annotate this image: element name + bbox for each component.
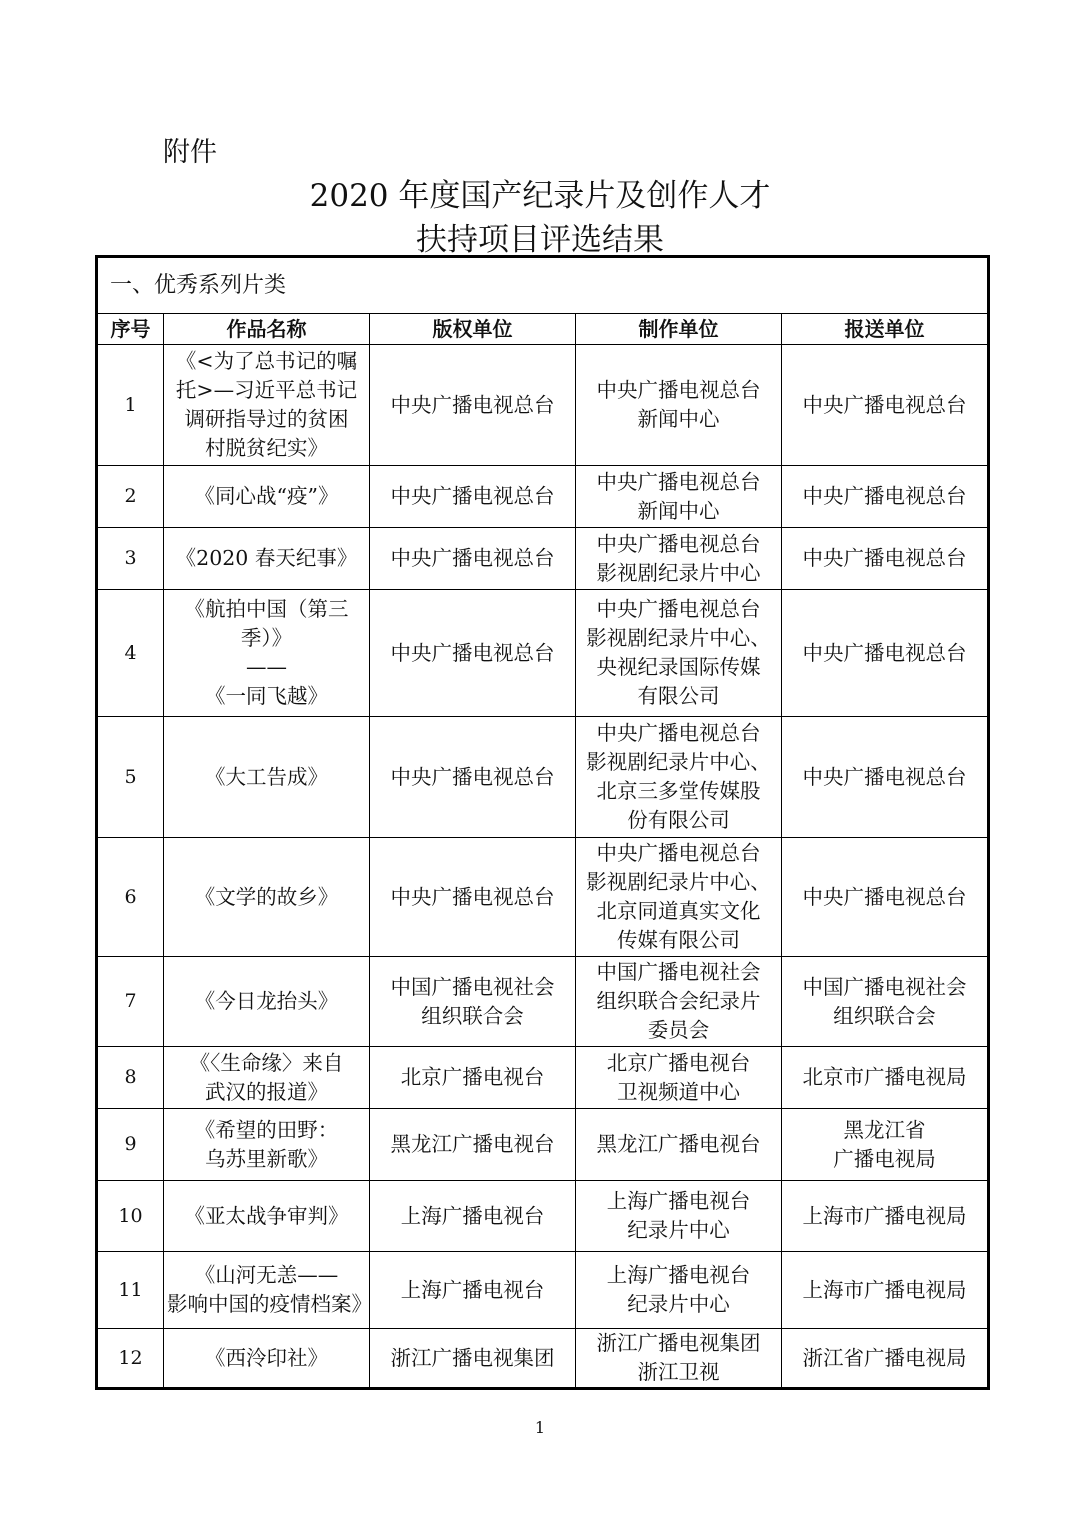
- row-number: 7: [97, 957, 164, 1047]
- table-row: [97, 528, 989, 590]
- table-row: [97, 1181, 989, 1252]
- table-row: [97, 590, 989, 717]
- submitting-unit: 浙江省广播电视局: [782, 1329, 989, 1389]
- copyright-unit: 中央广播电视总台: [370, 717, 576, 838]
- work-name: 《航拍中国（第三季）》 —— 《一同飞越》: [164, 590, 370, 717]
- row-number: 6: [97, 838, 164, 957]
- document-title-line1: 2020 年度国产纪录片及创作人才: [309, 178, 771, 214]
- work-name: 《希望的田野： 乌苏里新歌》: [164, 1109, 370, 1181]
- table-row: [97, 345, 989, 466]
- row-number: 5: [97, 717, 164, 838]
- column-header-copyright: 版权单位: [370, 314, 576, 345]
- production-unit: 上海广播电视台 纪录片中心: [576, 1252, 782, 1329]
- row-number: 12: [97, 1329, 164, 1389]
- table-row: [97, 1329, 989, 1389]
- column-header-producer: 制作单位: [576, 314, 782, 345]
- row-number: 8: [97, 1047, 164, 1109]
- column-header-seq: 序号: [97, 314, 164, 345]
- work-name: 《西泠印社》: [164, 1329, 370, 1389]
- copyright-unit: 浙江广播电视集团: [370, 1329, 576, 1389]
- submitting-unit: 黑龙江省 广播电视局: [782, 1109, 989, 1181]
- production-unit: 北京广播电视台 卫视频道中心: [576, 1047, 782, 1109]
- table-row: [97, 1047, 989, 1109]
- copyright-unit: 中国广播电视社会 组织联合会: [370, 957, 576, 1047]
- copyright-unit: 中央广播电视总台: [370, 528, 576, 590]
- submitting-unit: 中央广播电视总台: [782, 466, 989, 528]
- submitting-unit: 中央广播电视总台: [782, 590, 989, 717]
- row-number: 11: [97, 1252, 164, 1329]
- submitting-unit: 中国广播电视社会 组织联合会: [782, 957, 989, 1047]
- row-number: 10: [97, 1181, 164, 1252]
- production-unit: 浙江广播电视集团 浙江卫视: [576, 1329, 782, 1389]
- submitting-unit: 中央广播电视总台: [782, 345, 989, 466]
- work-name: 《文学的故乡》: [164, 838, 370, 957]
- copyright-unit: 中央广播电视总台: [370, 590, 576, 717]
- work-name: 《山河无恙—— 影响中国的疫情档案》: [164, 1252, 370, 1329]
- row-number: 3: [97, 528, 164, 590]
- document-title-line2: 扶持项目评选结果: [416, 222, 664, 258]
- submitting-unit: 上海市广播电视局: [782, 1181, 989, 1252]
- submitting-unit: 中央广播电视总台: [782, 528, 989, 590]
- copyright-unit: 北京广播电视台: [370, 1047, 576, 1109]
- production-unit: 中央广播电视总台 影视剧纪录片中心: [576, 528, 782, 590]
- row-number: 9: [97, 1109, 164, 1181]
- production-unit: 中央广播电视总台 新闻中心: [576, 466, 782, 528]
- production-unit: 上海广播电视台 纪录片中心: [576, 1181, 782, 1252]
- copyright-unit: 中央广播电视总台: [370, 838, 576, 957]
- row-number: 4: [97, 590, 164, 717]
- copyright-unit: 中央广播电视总台: [370, 466, 576, 528]
- production-unit: 中央广播电视总台 影视剧纪录片中心、 央视纪录国际传媒 有限公司: [576, 590, 782, 717]
- work-name: 《亚太战争审判》: [164, 1181, 370, 1252]
- submitting-unit: 中央广播电视总台: [782, 838, 989, 957]
- production-unit: 中国广播电视社会 组织联合会纪录片 委员会: [576, 957, 782, 1047]
- production-unit: 黑龙江广播电视台: [576, 1109, 782, 1181]
- table-row: [97, 466, 989, 528]
- copyright-unit: 上海广播电视台: [370, 1181, 576, 1252]
- work-name: 《〈生命缘〉来自 武汉的报道》: [164, 1047, 370, 1109]
- submitting-unit: 北京市广播电视局: [782, 1047, 989, 1109]
- table-row: [97, 957, 989, 1047]
- column-header-submitter: 报送单位: [782, 314, 989, 345]
- section-title: 一、优秀系列片类: [97, 257, 989, 314]
- table-row: [97, 1252, 989, 1329]
- work-name: 《今日龙抬头》: [164, 957, 370, 1047]
- copyright-unit: 中央广播电视总台: [370, 345, 576, 466]
- production-unit: 中央广播电视总台 影视剧纪录片中心、 北京同道真实文化 传媒有限公司: [576, 838, 782, 957]
- production-unit: 中央广播电视总台 影视剧纪录片中心、 北京三多堂传媒股 份有限公司: [576, 717, 782, 838]
- work-name: 《2020 春天纪事》: [164, 528, 370, 590]
- table-row: [97, 838, 989, 957]
- work-name: 《同心战“疫”》: [164, 466, 370, 528]
- column-header-name: 作品名称: [164, 314, 370, 345]
- copyright-unit: 黑龙江广播电视台: [370, 1109, 576, 1181]
- copyright-unit: 上海广播电视台: [370, 1252, 576, 1329]
- table-row: [97, 1109, 989, 1181]
- row-number: 1: [97, 345, 164, 466]
- page-number: 1: [534, 1418, 546, 1437]
- table-row: [97, 717, 989, 838]
- attachment-label: 附件: [163, 137, 217, 168]
- results-table: [95, 255, 990, 1390]
- row-number: 2: [97, 466, 164, 528]
- production-unit: 中央广播电视总台 新闻中心: [576, 345, 782, 466]
- submitting-unit: 中央广播电视总台: [782, 717, 989, 838]
- work-name: 《<为了总书记的嘱 托>—习近平总书记 调研指导过的贫困 村脱贫纪实》: [164, 345, 370, 466]
- submitting-unit: 上海市广播电视局: [782, 1252, 989, 1329]
- work-name: 《大工告成》: [164, 717, 370, 838]
